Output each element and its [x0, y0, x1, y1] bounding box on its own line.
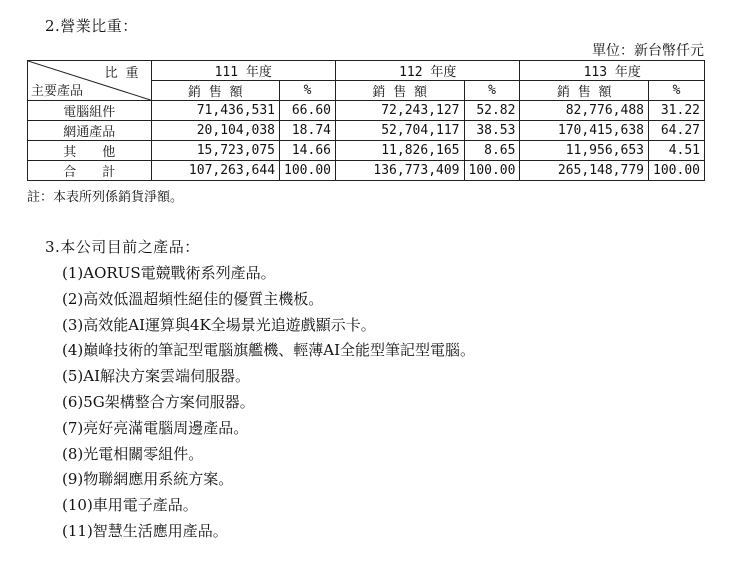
sales-cell-113: 82,776,488: [520, 101, 649, 121]
product-name-cell: 網通產品: [28, 121, 152, 141]
sales-header: 銷 售 額: [520, 81, 649, 101]
sales-cell-111: 20,104,038: [151, 121, 280, 141]
sales-cell-111: 107,263,644: [151, 161, 280, 181]
table-note: 註：本表所列係銷貨淨額。: [27, 190, 184, 205]
table-row: [28, 161, 705, 181]
year-header-111: 111 年度: [151, 61, 335, 81]
sales-ratio-table: [27, 60, 705, 181]
year-header-112: 112 年度: [335, 61, 519, 81]
sales-cell-113: 170,415,638: [520, 121, 649, 141]
pct-cell-113: 31.22: [648, 101, 704, 121]
sales-cell-112: 72,243,127: [335, 101, 464, 121]
sales-cell-113: 265,148,779: [520, 161, 649, 181]
corner-top-label: 比 重: [104, 66, 139, 81]
list-item: (6)5G架構整合方案伺服器。: [62, 392, 255, 411]
sales-cell-113: 11,956,653: [520, 141, 649, 161]
list-item: (1)AORUS電競戰術系列產品。: [62, 264, 276, 282]
list-item: (2)高效低溫超頻性絕佳的優質主機板。: [62, 289, 324, 308]
pct-cell-112: 38.53: [464, 121, 520, 141]
list-item: (4)巔峰技術的筆記型電腦旗艦機、輕薄AI全能型筆記型電腦。: [62, 341, 476, 360]
sales-cell-111: 71,436,531: [151, 101, 280, 121]
pct-header: %: [464, 81, 520, 101]
list-item: (8)光電相關零組件。: [62, 444, 204, 463]
pct-header: %: [648, 81, 704, 101]
product-name-cell: 電腦組件: [28, 101, 152, 121]
sales-cell-111: 15,723,075: [151, 141, 280, 161]
pct-cell-113: 4.51: [648, 141, 704, 161]
pct-cell-112: 100.00: [464, 161, 520, 181]
sales-cell-112: 11,826,165: [335, 141, 464, 161]
pct-cell-112: 52.82: [464, 101, 520, 121]
sales-cell-112: 136,773,409: [335, 161, 464, 181]
list-item: (11)智慧生活應用產品。: [62, 521, 228, 540]
pct-cell-112: 8.65: [464, 141, 520, 161]
list-item: (7)亮好亮滿電腦周邊產品。: [62, 418, 249, 437]
pct-cell-111: 14.66: [280, 141, 336, 161]
year-header-113: 113 年度: [520, 61, 705, 81]
sales-header: 銷 售 額: [151, 81, 280, 101]
product-name-cell: 合 計: [28, 161, 152, 181]
table-header-row: [28, 61, 705, 81]
list-item: (10)車用電子產品。: [62, 496, 198, 515]
list-item: (5)AI解決方案雲端伺服器。: [62, 367, 251, 386]
product-list: [62, 261, 475, 545]
table-row: [28, 101, 705, 121]
pct-cell-113: 100.00: [648, 161, 704, 181]
corner-header-cell: [28, 61, 152, 101]
corner-bottom-label: 主要產品: [31, 84, 84, 99]
list-item: (3)高效能AI運算與4K全場景光追遊戲顯示卡。: [62, 315, 376, 334]
product-name-cell: 其 他: [28, 141, 152, 161]
table-row: [28, 141, 705, 161]
unit-label: 單位：新台幣仟元: [592, 43, 704, 59]
pct-cell-113: 64.27: [648, 121, 704, 141]
pct-cell-111: 100.00: [280, 161, 336, 181]
sales-cell-112: 52,704,117: [335, 121, 464, 141]
sales-header: 銷 售 額: [335, 81, 464, 101]
pct-cell-111: 66.60: [280, 101, 336, 121]
table-row: [28, 121, 705, 141]
pct-header: %: [280, 81, 336, 101]
pct-cell-111: 18.74: [280, 121, 336, 141]
list-item: (9)物聯網應用系統方案。: [62, 470, 234, 489]
section-2-title: 2.營業比重：: [45, 17, 138, 35]
section-3-title: 3.本公司目前之產品：: [45, 238, 200, 256]
